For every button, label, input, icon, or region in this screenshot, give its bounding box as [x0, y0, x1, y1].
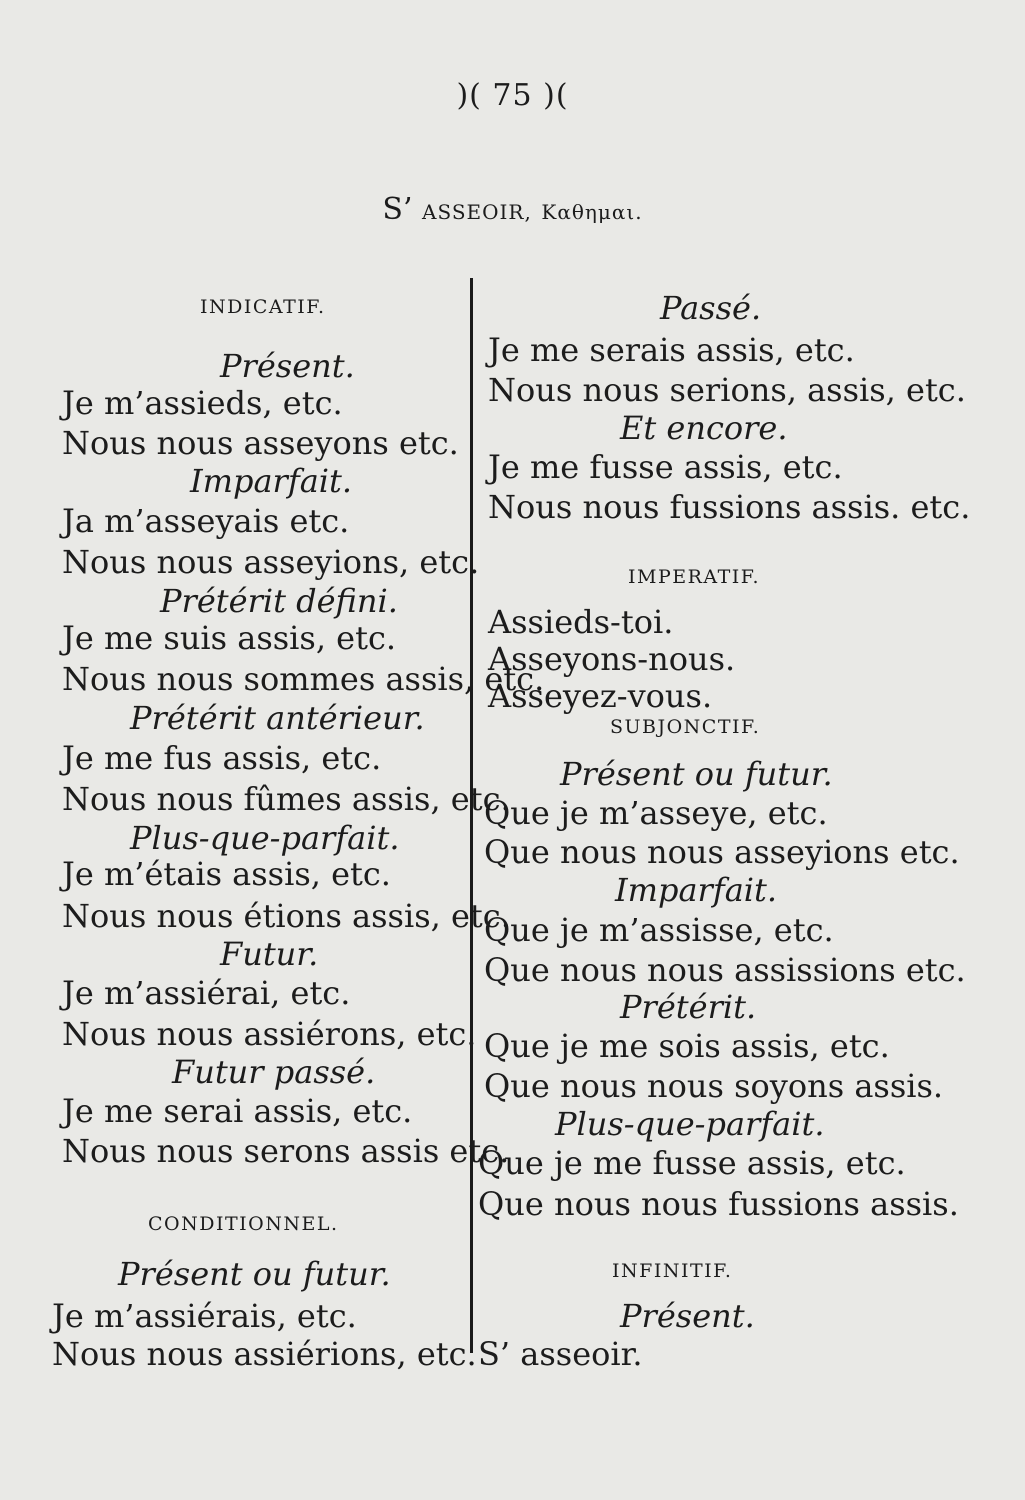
right-conjugation-line: Assieds-toi. — [488, 603, 674, 641]
left-tense-heading: Imparfait. — [190, 462, 353, 500]
right-conjugation-line: Je me serais assis, etc. — [488, 331, 855, 369]
right-section-heading: IMPERATIF. — [628, 566, 761, 588]
right-conjugation-line: Que je m’asseye, etc. — [484, 794, 828, 832]
right-conjugation-line: Nous nous serions, assis, etc. — [488, 371, 966, 409]
left-conjugation-line: Je m’assiérais, etc. — [52, 1297, 357, 1335]
right-tense-heading: Présent ou futur. — [560, 755, 833, 793]
left-tense-heading: Futur. — [220, 935, 319, 973]
title-greek: Καθημαι. — [541, 200, 643, 224]
right-conjugation-line: Que nous nous assissions etc. — [484, 951, 966, 989]
right-conjugation-line: Que je me sois assis, etc. — [484, 1027, 890, 1065]
page-title — [0, 192, 1025, 227]
left-conjugation-line: Je m’étais assis, etc. — [62, 855, 391, 893]
left-tense-heading: Présent. — [220, 347, 355, 385]
right-conjugation-line: Que nous nous fussions assis. — [478, 1185, 959, 1223]
left-conjugation-line: Je m’assiérai, etc. — [62, 974, 351, 1012]
left-section-heading: INDICATIF. — [200, 296, 326, 318]
left-tense-heading: Plus-que-parfait. — [130, 819, 400, 857]
right-tense-heading: Et encore. — [620, 409, 788, 447]
right-tense-heading: Présent. — [620, 1297, 755, 1335]
left-conjugation-line: Nous nous sommes assis, etc. — [62, 660, 545, 698]
left-conjugation-line: Nous nous assiérions, etc. — [52, 1335, 477, 1373]
title-prefix: S’ — [382, 192, 423, 227]
right-conjugation-line: Que nous nous asseyions etc. — [484, 833, 960, 871]
left-conjugation-line: Nous nous assiérons, etc. — [62, 1015, 477, 1053]
left-conjugation-line: Je m’assieds, etc. — [62, 384, 343, 422]
left-tense-heading: Prétérit défini. — [160, 582, 398, 620]
left-tense-heading: Prétérit antérieur. — [130, 699, 425, 737]
right-section-heading: INFINITIF. — [612, 1260, 733, 1282]
left-tense-heading: Futur passé. — [172, 1053, 376, 1091]
left-conjugation-line: Nous nous asseyions, etc. — [62, 543, 480, 581]
left-conjugation-line: Je me suis assis, etc. — [62, 619, 397, 657]
left-conjugation-line: Ja m’asseyais etc. — [62, 502, 350, 540]
right-conjugation-line: Que je m’assisse, etc. — [484, 911, 834, 949]
right-tense-heading: Imparfait. — [615, 871, 778, 909]
right-conjugation-line: Asseyons-nous. — [488, 640, 736, 678]
left-conjugation-line: Je me serai assis, etc. — [62, 1092, 413, 1130]
right-conjugation-line: Nous nous fussions assis. etc. — [488, 488, 971, 526]
right-tense-heading: Plus-que-parfait. — [555, 1105, 825, 1143]
right-section-heading: SUBJONCTIF. — [610, 716, 761, 738]
right-tense-heading: Prétérit. — [620, 988, 757, 1026]
right-conjugation-line: Que nous nous soyons assis. — [484, 1067, 944, 1105]
title-verb: ASSEOIR, — [422, 200, 532, 224]
right-conjugation-line: Asseyez-vous. — [488, 677, 713, 715]
left-section-heading: CONDITIONNEL. — [148, 1213, 339, 1235]
left-conjugation-line: Nous nous serons assis etc. — [62, 1132, 510, 1170]
right-conjugation-line: Que je me fusse assis, etc. — [478, 1144, 906, 1182]
page-number: )( 75 )( — [456, 78, 569, 113]
left-conjugation-line: Nous nous asseyons etc. — [62, 424, 459, 462]
left-conjugation-line: Nous nous étions assis, etc. — [62, 897, 511, 935]
left-conjugation-line: Nous nous fûmes assis, etc. — [62, 780, 511, 818]
right-conjugation-line: S’ asseoir. — [478, 1335, 643, 1373]
left-tense-heading: Présent ou futur. — [118, 1255, 391, 1293]
left-conjugation-line: Je me fus assis, etc. — [62, 739, 382, 777]
right-conjugation-line: Je me fusse assis, etc. — [488, 448, 843, 486]
right-tense-heading: Passé. — [660, 289, 762, 327]
